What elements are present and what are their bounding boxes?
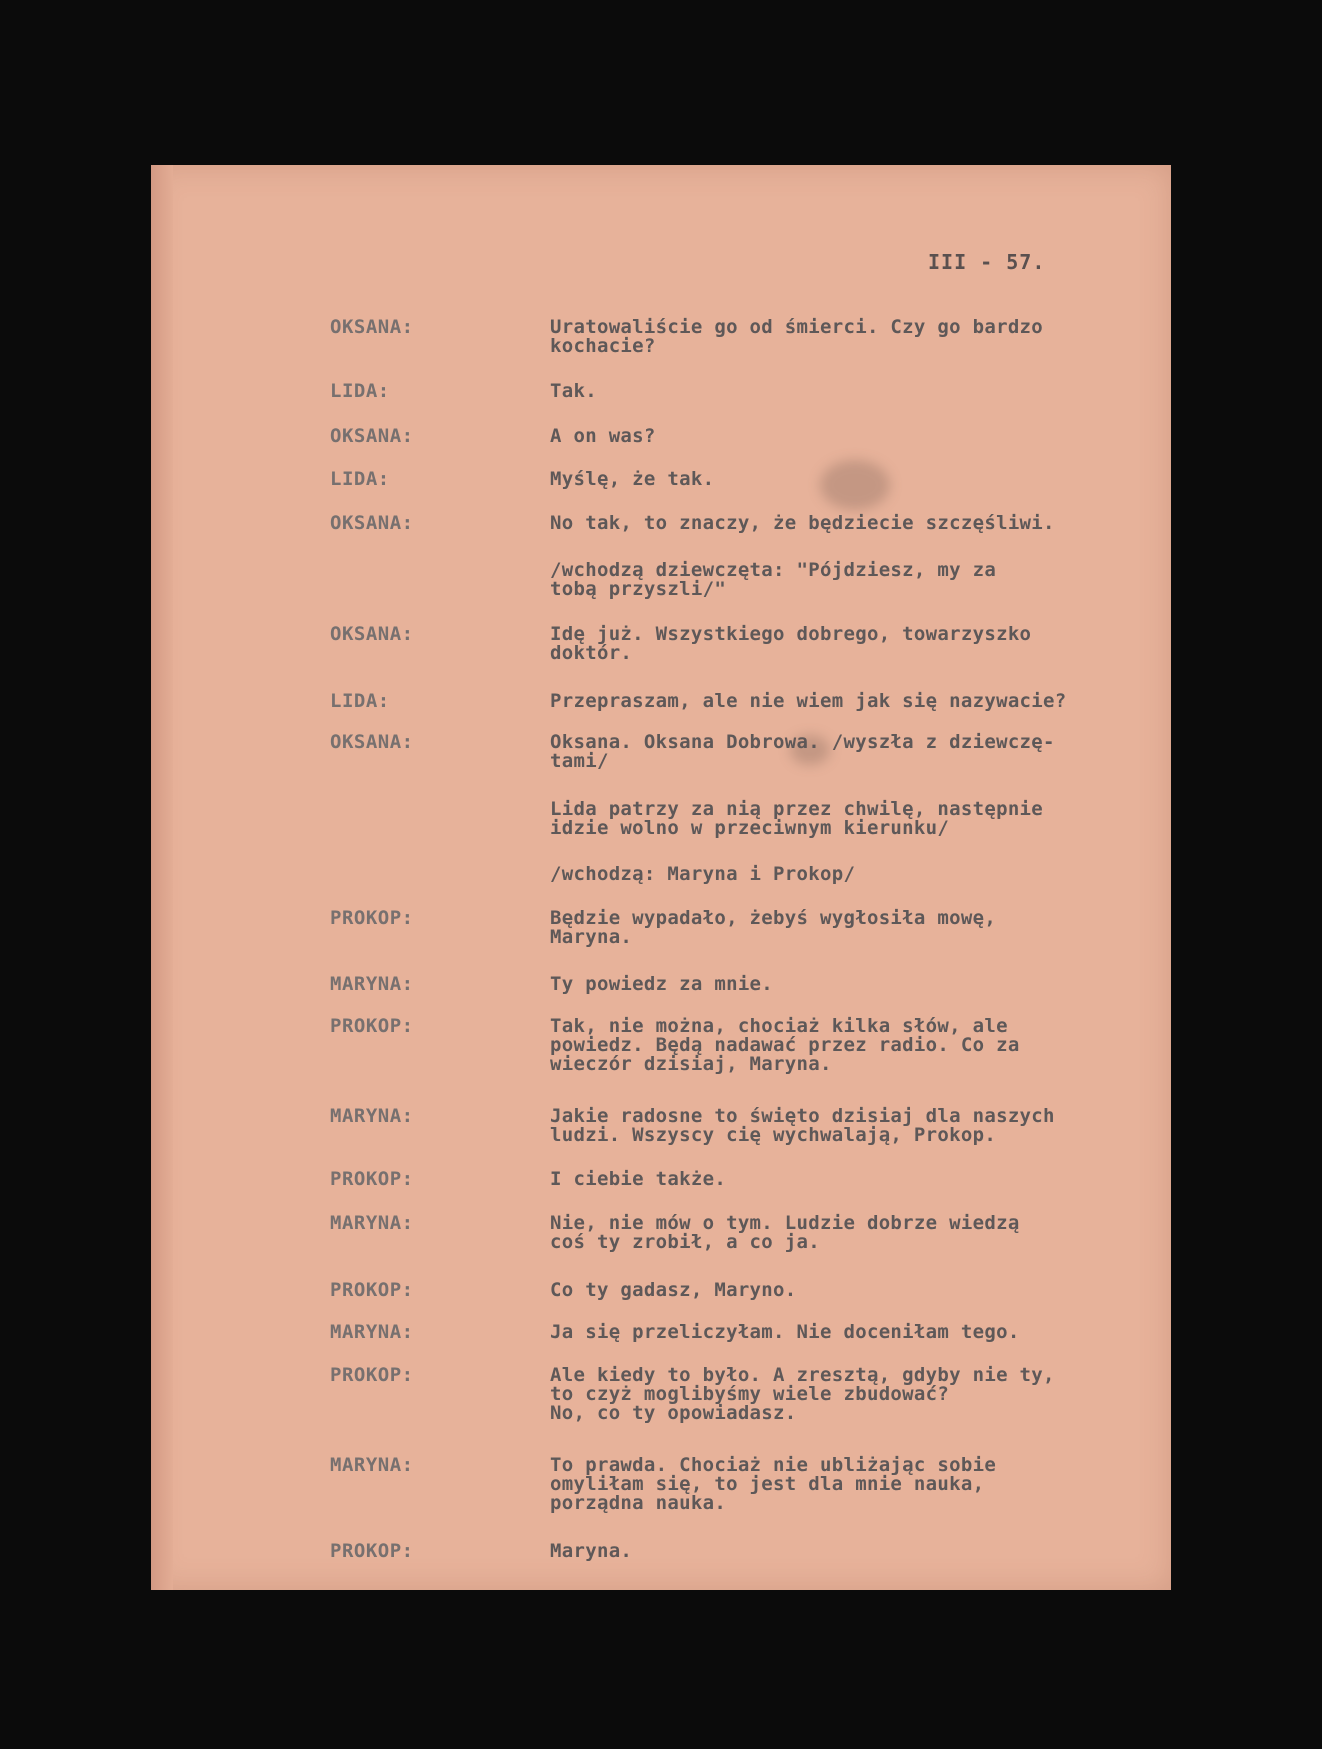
dialogue-text: Ty powiedz za mnie. — [550, 973, 774, 995]
speaker-name: PROKOP: — [330, 1540, 414, 1562]
dialogue-text: Przepraszam, ale nie wiem jak się nazywacie? — [550, 690, 1067, 712]
speaker-name: PROKOP: — [330, 1168, 414, 1190]
paper-left-edge — [151, 165, 173, 1590]
speaker-name: PROKOP: — [330, 907, 414, 929]
dialogue-text: Idę już. Wszystkiego dobrego, towarzyszko doktór. — [550, 623, 1032, 664]
dialogue-text: Myślę, że tak. — [550, 468, 715, 490]
dialogue-text: Tak. — [550, 380, 597, 402]
speaker-name: MARYNA: — [330, 1321, 414, 1343]
dialogue-text: Uratowaliście go od śmierci. Czy go bardzo kochacie? — [550, 316, 1044, 357]
dialogue-text: Maryna. — [550, 1540, 633, 1562]
dialogue-text: No tak, to znaczy, że będziecie szczęśliwi. — [550, 512, 1055, 534]
dialogue-text: /wchodzą: Maryna i Prokop/ — [550, 863, 856, 885]
speaker-name: PROKOP: — [330, 1015, 414, 1037]
dialogue-text: /wchodzą dziewczęta: "Pójdziesz, my za tobą przyszli/" — [550, 559, 997, 600]
dialogue-text: Nie, nie mów o tym. Ludzie dobrze wiedzą coś ty zrobił, a co ja. — [550, 1212, 1020, 1253]
speaker-name: PROKOP: — [330, 1279, 414, 1301]
speaker-name: OKSANA: — [330, 623, 414, 645]
speaker-name: MARYNA: — [330, 1105, 414, 1127]
dialogue-text: Co ty gadasz, Maryno. — [550, 1279, 797, 1301]
dialogue-text: Ja się przeliczyłam. Nie doceniłam tego. — [550, 1321, 1020, 1343]
speaker-name: LIDA: — [330, 380, 390, 402]
dialogue-text: I ciebie także. — [550, 1168, 727, 1190]
page-number: III - 57. — [928, 250, 1046, 274]
dialogue-text: Będzie wypadało, żebyś wygłosiła mowę, Maryna. — [550, 907, 997, 948]
speaker-name: OKSANA: — [330, 512, 414, 534]
dialogue-text: Tak, nie można, chociaż kilka słów, ale powiedz. Będą nadawać przez radio. Co za wieczór dzisiaj, Maryna. — [550, 1015, 1020, 1075]
speaker-name: MARYNA: — [330, 1454, 414, 1476]
dialogue-text: A on was? — [550, 425, 656, 447]
speaker-name: OKSANA: — [330, 316, 414, 338]
dialogue-text: Ale kiedy to było. A zresztą, gdyby nie ty, to czyż moglibyśmy wiele zbudować? No, co ty opowiadasz. — [550, 1364, 1055, 1424]
dialogue-text: Jakie radosne to święto dzisiaj dla naszych ludzi. Wszyscy cię wychwalają, Prokop. — [550, 1105, 1055, 1146]
speaker-name: LIDA: — [330, 690, 390, 712]
dialogue-text: Oksana. Oksana Dobrowa. /wyszła z dziewczę- tami/ — [550, 731, 1055, 772]
speaker-name: MARYNA: — [330, 973, 414, 995]
speaker-name: PROKOP: — [330, 1364, 414, 1386]
speaker-name: OKSANA: — [330, 731, 414, 753]
speaker-name: LIDA: — [330, 468, 390, 490]
dialogue-text: Lida patrzy za nią przez chwilę, następnie idzie wolno w przeciwnym kierunku/ — [550, 798, 1044, 839]
speaker-name: OKSANA: — [330, 425, 414, 447]
dialogue-text: To prawda. Chociaż nie ubliżając sobie omyliłam się, to jest dla mnie nauka, porządna nauka. — [550, 1454, 997, 1514]
speaker-name: MARYNA: — [330, 1212, 414, 1234]
